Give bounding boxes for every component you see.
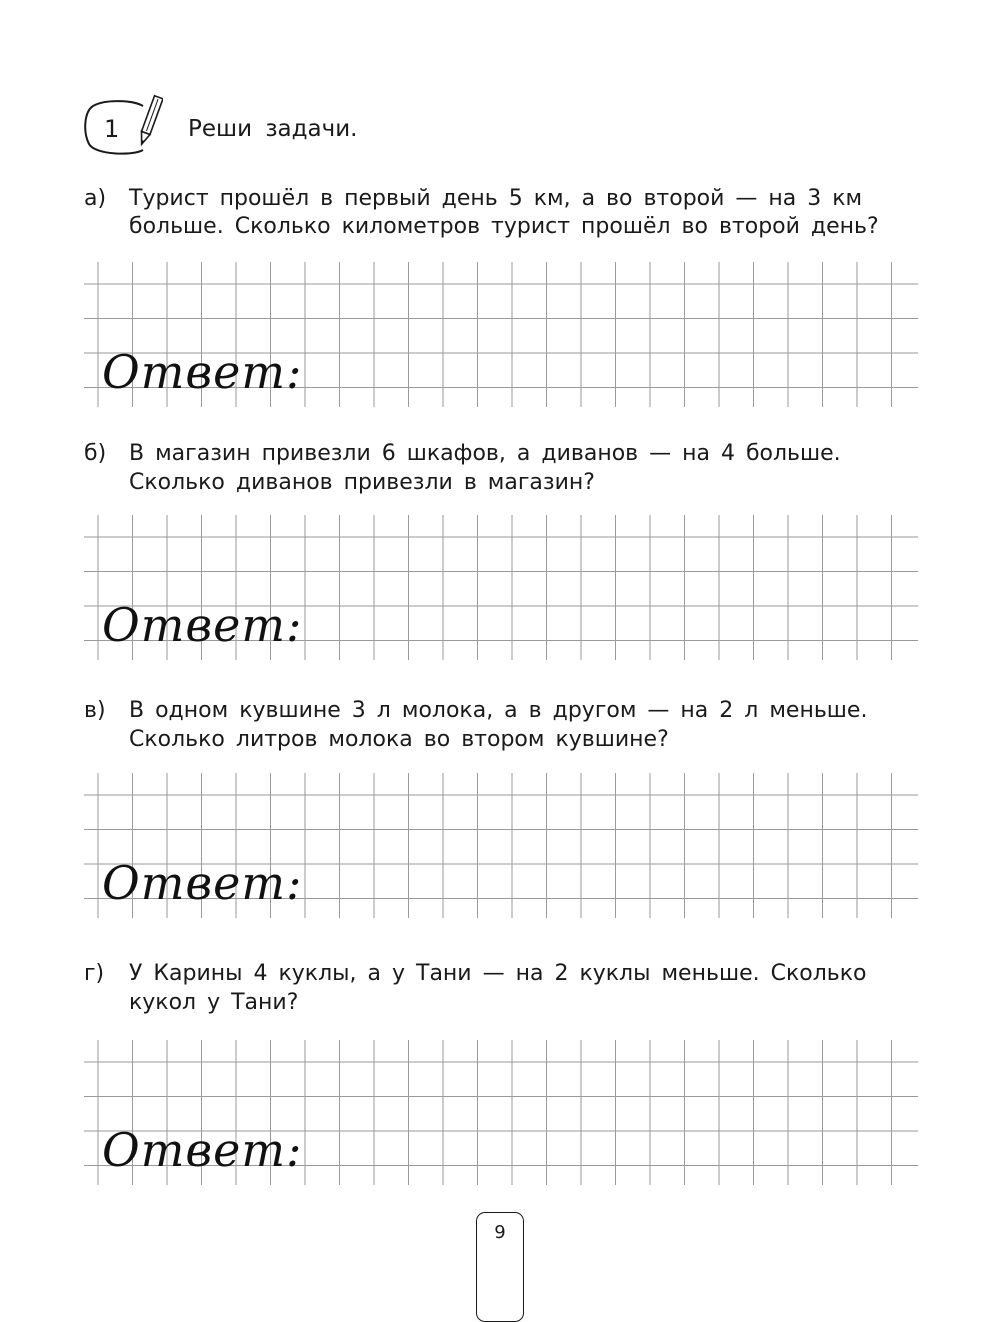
task-letter: а) — [84, 186, 107, 211]
task-line: У Карины 4 куклы, а у Тани — на 2 куклы меньше. Сколько — [129, 961, 867, 986]
task-letter: б) — [84, 441, 107, 466]
exercise-number: 1 — [104, 115, 120, 143]
pencil-icon — [137, 96, 163, 146]
answer-label: Ответ: — [102, 598, 303, 652]
task-line: В одном кувшине 3 л молока, а в другом — на 2 л меньше. — [129, 698, 868, 723]
answer-label: Ответ: — [102, 345, 303, 399]
exercise-badge-icon — [83, 92, 163, 157]
task-line: кукол у Тани? — [129, 990, 299, 1015]
task-line: В магазин привезли 6 шкафов, а диванов — на 4 больше. — [129, 441, 841, 466]
answer-label: Ответ: — [102, 1123, 303, 1177]
exercise-instruction: Реши задачи. — [188, 116, 358, 142]
task-letter: в) — [84, 698, 106, 723]
task-line: больше. Сколько километров турист прошёл во второй день? — [129, 214, 879, 239]
task-line: Сколько диванов привезли в магазин? — [129, 470, 595, 495]
answer-label: Ответ: — [102, 856, 303, 910]
page-number: 9 — [494, 1222, 506, 1243]
task-line: Сколько литров молока во втором кувшине? — [129, 727, 669, 752]
task-line: Турист прошёл в первый день 5 км, а во второй — на 3 км — [129, 186, 863, 211]
task-letter: г) — [84, 961, 105, 986]
